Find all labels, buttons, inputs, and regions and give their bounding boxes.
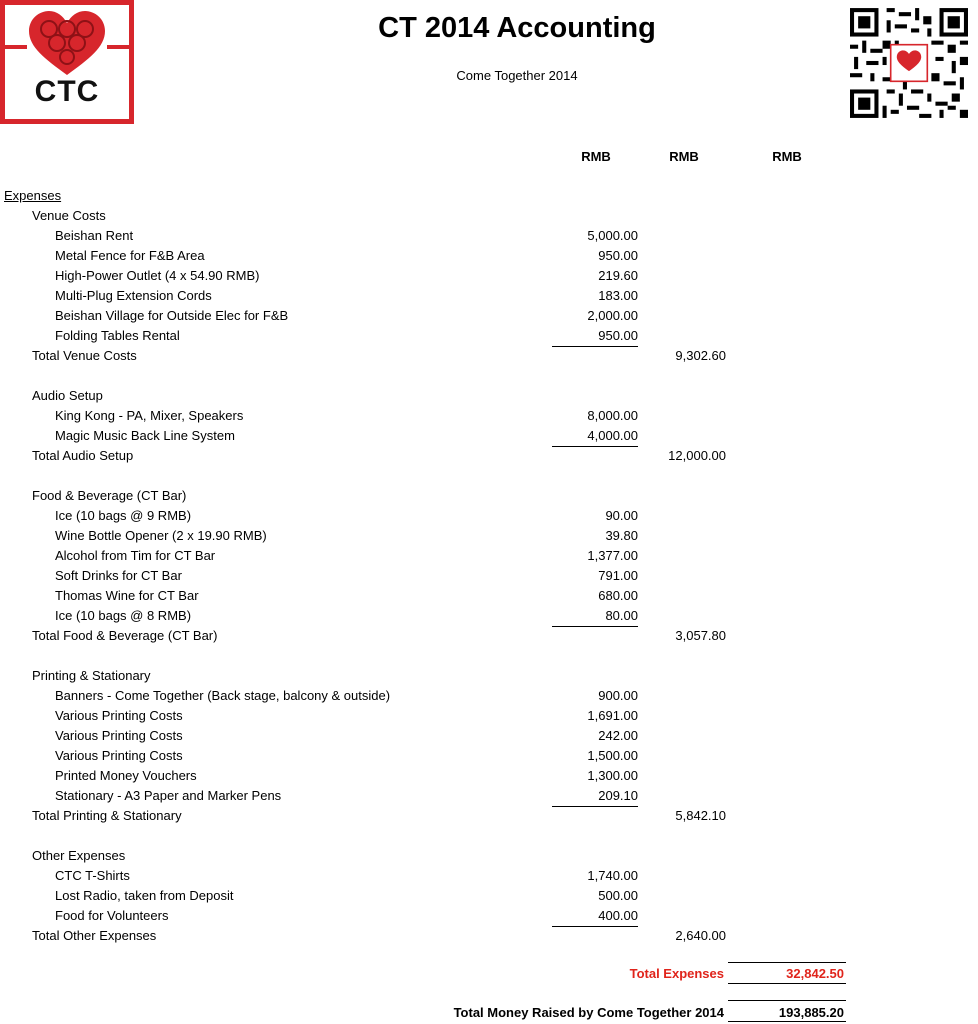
section-total-amount: 5,842.10 bbox=[675, 808, 726, 823]
col-header-rmb-1: RMB bbox=[581, 149, 611, 164]
line-item-amount: 219.60 bbox=[598, 268, 638, 283]
section-heading: Printing & Stationary bbox=[32, 668, 151, 683]
line-item-label: Folding Tables Rental bbox=[55, 328, 180, 343]
line-item-label: CTC T-Shirts bbox=[55, 868, 130, 883]
line-item-amount: 500.00 bbox=[598, 888, 638, 903]
total-raised-amount: 193,885.20 bbox=[778, 1005, 844, 1020]
line-item-label: Banners - Come Together (Back stage, balcony & outside) bbox=[55, 688, 391, 703]
line-item-label: Various Printing Costs bbox=[55, 728, 183, 743]
section-total-label: Total Printing & Stationary bbox=[32, 808, 182, 823]
page-title: CT 2014 Accounting bbox=[378, 12, 656, 44]
line-item-label: Soft Drinks for CT Bar bbox=[55, 568, 182, 583]
section-heading: Venue Costs bbox=[32, 208, 106, 223]
col-header-rmb-2: RMB bbox=[669, 149, 699, 164]
line-item-amount: 791.00 bbox=[598, 568, 638, 583]
col-header-rmb-3: RMB bbox=[772, 149, 802, 164]
section-heading: Food & Beverage (CT Bar) bbox=[32, 488, 187, 503]
line-item-label: Stationary - A3 Paper and Marker Pens bbox=[55, 788, 282, 803]
line-item-amount: 90.00 bbox=[605, 508, 638, 523]
total-raised-underline bbox=[728, 1021, 846, 1022]
line-item-label: Multi-Plug Extension Cords bbox=[55, 288, 212, 303]
line-item-amount: 209.10 bbox=[552, 786, 638, 807]
section-total-amount: 3,057.80 bbox=[675, 628, 726, 643]
section-heading: Other Expenses bbox=[32, 848, 126, 863]
line-item-label: Food for Volunteers bbox=[55, 908, 169, 923]
line-item-amount: 39.80 bbox=[605, 528, 638, 543]
line-item-label: Metal Fence for F&B Area bbox=[55, 248, 205, 263]
total-expenses-underline bbox=[728, 983, 846, 984]
ctc-logo bbox=[0, 0, 134, 124]
section-total-label: Total Food & Beverage (CT Bar) bbox=[32, 628, 218, 643]
line-item-amount: 8,000.00 bbox=[587, 408, 638, 423]
line-item-amount: 80.00 bbox=[552, 606, 638, 627]
line-item-amount: 242.00 bbox=[598, 728, 638, 743]
line-item-amount: 400.00 bbox=[552, 906, 638, 927]
section-total-amount: 9,302.60 bbox=[675, 348, 726, 363]
section-total-label: Total Other Expenses bbox=[32, 928, 157, 943]
line-item-label: Beishan Village for Outside Elec for F&B bbox=[55, 308, 289, 323]
expenses-heading: Expenses bbox=[4, 188, 62, 203]
logo-text: CTC bbox=[34, 75, 100, 108]
line-item-amount: 950.00 bbox=[552, 326, 638, 347]
line-item-amount: 1,740.00 bbox=[587, 868, 638, 883]
line-item-amount: 4,000.00 bbox=[552, 426, 638, 447]
line-item-amount: 2,000.00 bbox=[587, 308, 638, 323]
total-expenses-label: Total Expenses bbox=[629, 966, 724, 981]
line-item-label: Wine Bottle Opener (2 x 19.90 RMB) bbox=[55, 528, 267, 543]
line-item-amount: 1,500.00 bbox=[587, 748, 638, 763]
line-item-label: Thomas Wine for CT Bar bbox=[55, 588, 199, 603]
total-expenses-amount: 32,842.50 bbox=[786, 966, 844, 981]
line-item-label: Ice (10 bags @ 8 RMB) bbox=[55, 608, 192, 623]
line-item-amount: 680.00 bbox=[598, 588, 638, 603]
section-total-amount: 12,000.00 bbox=[668, 448, 726, 463]
total-raised-rule bbox=[728, 1000, 846, 1001]
heart-knot-icon bbox=[5, 7, 129, 77]
section-total-amount: 2,640.00 bbox=[675, 928, 726, 943]
line-item-amount: 1,300.00 bbox=[587, 768, 638, 783]
line-item-amount: 1,377.00 bbox=[587, 548, 638, 563]
total-raised-label: Total Money Raised by Come Together 2014 bbox=[453, 1005, 724, 1020]
line-item-label: Lost Radio, taken from Deposit bbox=[55, 888, 234, 903]
line-item-amount: 900.00 bbox=[598, 688, 638, 703]
line-item-label: King Kong - PA, Mixer, Speakers bbox=[55, 408, 244, 423]
line-item-label: Various Printing Costs bbox=[55, 708, 183, 723]
total-expenses-rule bbox=[728, 962, 846, 963]
line-item-label: Ice (10 bags @ 9 RMB) bbox=[55, 508, 192, 523]
line-item-amount: 950.00 bbox=[598, 248, 638, 263]
line-item-label: Beishan Rent bbox=[55, 228, 134, 243]
line-item-label: Magic Music Back Line System bbox=[55, 428, 235, 443]
line-item-label: Various Printing Costs bbox=[55, 748, 183, 763]
line-item-amount: 1,691.00 bbox=[587, 708, 638, 723]
line-item-label: High-Power Outlet (4 x 54.90 RMB) bbox=[55, 268, 260, 283]
page-subtitle: Come Together 2014 bbox=[456, 68, 578, 83]
line-item-amount: 5,000.00 bbox=[587, 228, 638, 243]
section-total-label: Total Venue Costs bbox=[32, 348, 137, 363]
qr-code-icon bbox=[850, 8, 968, 118]
line-item-label: Printed Money Vouchers bbox=[55, 768, 197, 783]
line-item-label: Alcohol from Tim for CT Bar bbox=[55, 548, 216, 563]
section-total-label: Total Audio Setup bbox=[32, 448, 134, 463]
section-heading: Audio Setup bbox=[32, 388, 103, 403]
line-item-amount: 183.00 bbox=[598, 288, 638, 303]
